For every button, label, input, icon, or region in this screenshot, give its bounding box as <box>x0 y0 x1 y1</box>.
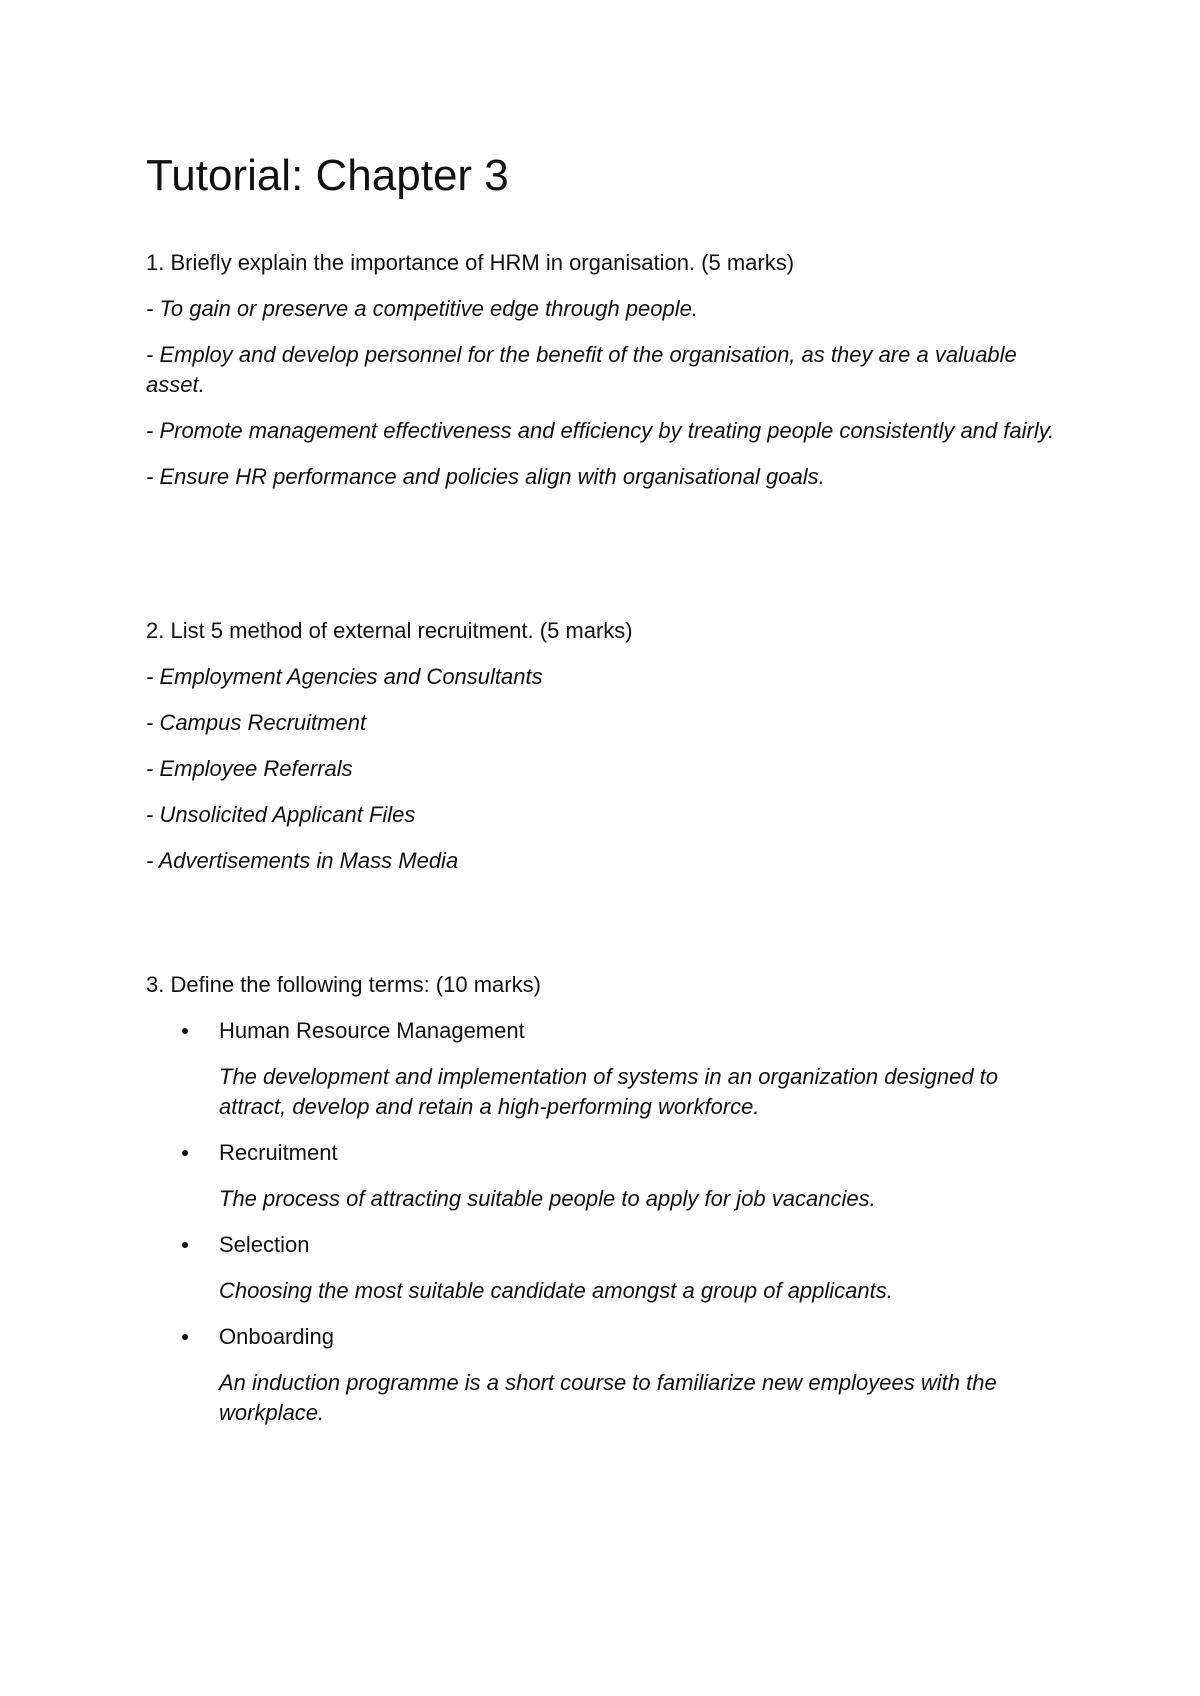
term-name: Recruitment <box>219 1140 338 1165</box>
answer-list <box>146 294 1066 492</box>
answer-item: - Employee Referrals <box>146 756 353 781</box>
term-definition: The process of attracting suitable people to apply for job vacancies. <box>219 1186 876 1211</box>
answer-list <box>146 662 1066 876</box>
term-definition: The development and implementation of systems in an organization designed to attract, develop and retain a high-performing workforce. <box>219 1064 999 1119</box>
page-title: Tutorial: Chapter 3 <box>146 151 509 200</box>
question-3 <box>146 970 1066 1444</box>
bullet-icon <box>182 1150 188 1156</box>
term-list <box>146 1016 1066 1428</box>
term-item <box>146 1138 1066 1214</box>
answer-item: - Promote management effectiveness and efficiency by treating people consistently and fairly. <box>146 418 1055 443</box>
answer-item: - Campus Recruitment <box>146 710 367 735</box>
answer-item: - Ensure HR performance and policies align with organisational goals. <box>146 464 825 489</box>
bullet-icon <box>182 1028 188 1034</box>
question-1 <box>146 248 1066 508</box>
answer-item: - Employ and develop personnel for the benefit of the organisation, as they are a valuable asset. <box>146 342 1017 397</box>
question-prompt: 1. Briefly explain the importance of HRM in organisation. (5 marks) <box>146 250 795 275</box>
answer-item: - To gain or preserve a competitive edge through people. <box>146 296 698 321</box>
bullet-icon <box>182 1334 188 1340</box>
question-2 <box>146 616 1066 892</box>
term-name: Selection <box>219 1232 310 1257</box>
question-prompt: 3. Define the following terms: (10 marks) <box>146 972 541 997</box>
answer-item: - Unsolicited Applicant Files <box>146 802 416 827</box>
answer-item: - Advertisements in Mass Media <box>146 848 459 873</box>
term-name: Onboarding <box>219 1324 334 1349</box>
term-definition: Choosing the most suitable candidate amongst a group of applicants. <box>219 1278 893 1303</box>
term-item <box>146 1230 1066 1306</box>
bullet-icon <box>182 1242 188 1248</box>
term-item <box>146 1016 1066 1122</box>
term-item <box>146 1322 1066 1428</box>
answer-item: - Employment Agencies and Consultants <box>146 664 543 689</box>
term-name: Human Resource Management <box>219 1018 525 1043</box>
term-definition: An induction programme is a short course to familiarize new employees with the workplace. <box>219 1370 997 1425</box>
question-prompt: 2. List 5 method of external recruitment. (5 marks) <box>146 618 633 643</box>
